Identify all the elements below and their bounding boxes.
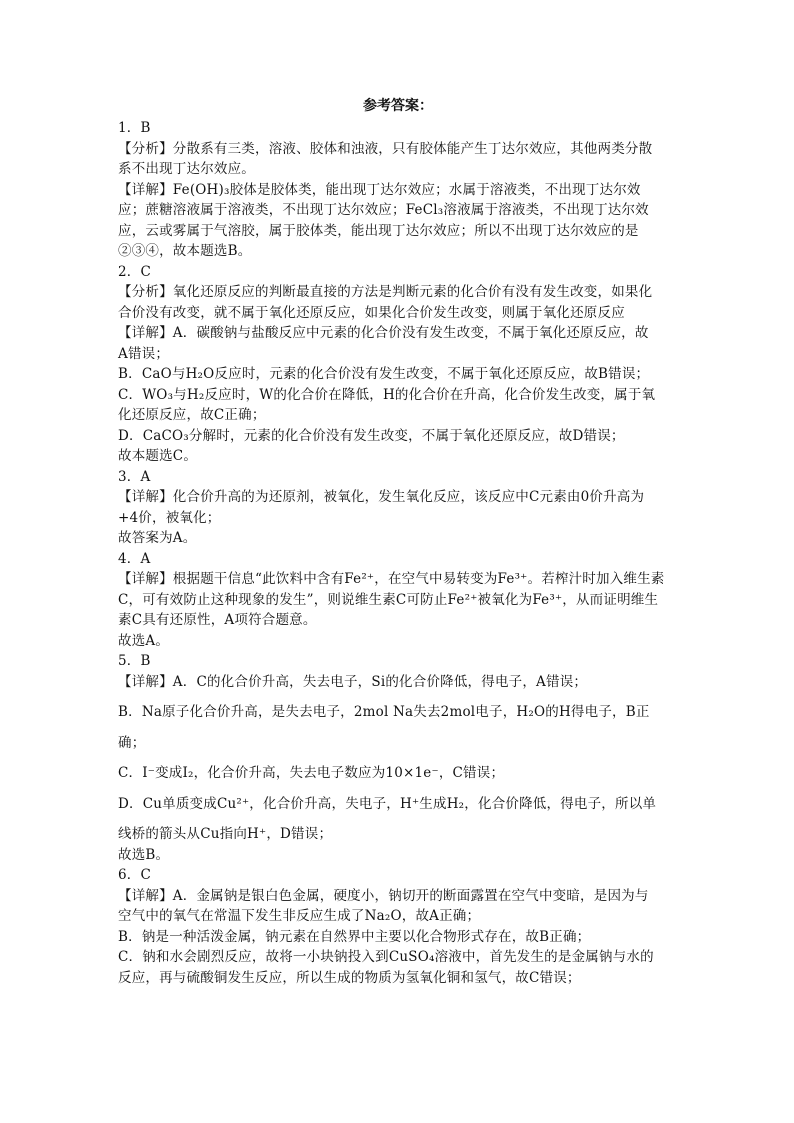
- answer-line: 1．B: [118, 120, 151, 136]
- answer-line: 故选B。: [118, 846, 170, 863]
- answer-line: 合价没有改变，就不属于氧化还原反应，如果化合价发生改变，则属于氧化还原反应: [118, 304, 625, 321]
- answer-line: 故选A。: [118, 632, 170, 649]
- answer-line: D．Cu单质变成Cu²⁺，化合价升高，失电子，H⁺生成H₂，化合价降低，得电子，所以单: [118, 795, 657, 812]
- answer-line: C，可有效防止这种现象的发生”，则说维生素C可防止Fe²⁺被氧化为Fe³⁺，从而证明维生: [118, 591, 659, 608]
- answer-line: 【详解】Fe(OH)₃胶体是胶体类，能出现丁达尔效应；水属于溶液类，不出现丁达尔效: [118, 181, 641, 198]
- answer-line: B．Na原子化合价升高，是失去电子，2mol Na失去2mol电子，H₂O的H得电子，B正: [118, 704, 650, 720]
- answer-line: 【详解】A．C的化合价升高，失去电子，Si的化合价降低，得电子，A错误；: [118, 673, 588, 690]
- answer-line: 4．A: [118, 550, 151, 567]
- answer-line: 系不出现丁达尔效应。: [118, 161, 255, 177]
- answer-line: 5．B: [118, 653, 151, 669]
- answer-line: 6．C: [118, 867, 152, 883]
- answer-line: 【详解】A．碳酸钠与盐酸反应中元素的化合价没有发生改变，不属于氧化还原反应，故: [118, 325, 649, 341]
- answer-line: 【详解】A．金属钠是银白色金属，硬度小，钠切开的断面露置在空气中变暗，是因为与: [118, 887, 649, 904]
- answer-line: 反应，再与硫酸铜发生反应，所以生成的物质为氢氧化铜和氢气，故C错误；: [118, 969, 581, 986]
- answer-document: [118, 96, 678, 988]
- answer-line: 故本题选C。: [118, 448, 198, 464]
- answer-line: 素C具有还原性，A项符合题意。: [118, 612, 317, 628]
- answer-line: 【分析】氧化还原反应的判断最直接的方法是判断元素的化合价有没有发生改变，如果化: [118, 284, 653, 300]
- page-title: 参考答案：: [363, 98, 433, 114]
- answer-line: 3．A: [118, 468, 151, 485]
- answer-line: 应；蔗糖溶液属于溶液类，不出现丁达尔效应；FeCl₃溶液属于溶液类，不出现丁达尔效: [118, 202, 649, 218]
- answer-line: 故答案为A。: [118, 530, 197, 546]
- answer-line: D．CaCO₃分解时，元素的化合价没有发生改变，不属于氧化还原反应，故D错误；: [118, 427, 625, 444]
- answer-line: 确；: [118, 734, 146, 751]
- answer-line: A错误；: [118, 345, 170, 362]
- answer-line: B．CaO与H₂O反应时，元素的化合价没有发生改变，不属于氧化还原反应，故B错误；: [118, 366, 650, 382]
- answer-line: 线桥的箭头从Cu指向H⁺，D错误；: [118, 826, 333, 842]
- answer-body: [118, 118, 678, 988]
- answer-line: +4价，被氧化；: [118, 509, 221, 526]
- answer-line: 应，云或雾属于气溶胶，属于胶体类，能出现丁达尔效应；所以不出现丁达尔效应的是: [118, 222, 639, 239]
- answer-line: B．钠是一种活泼金属，钠元素在自然界中主要以化合物形式存在，故B正确；: [118, 928, 591, 945]
- answer-line: C．I⁻变成I₂，化合价升高，失去电子数应为10×1e⁻，C错误；: [118, 765, 505, 781]
- answer-line: 【分析】分散系有三类，溶液、胶体和浊液，只有胶体能产生丁达尔效应，其他两类分散: [118, 140, 653, 157]
- answer-line: 【详解】化合价升高的为还原剂，被氧化，发生氧化反应，该反应中C元素由0价升高为: [118, 489, 645, 505]
- answer-line: C．钠和水会剧烈反应，故将一小块钠投入到CuSO₄溶液中，首先发生的是金属钠与水的: [118, 949, 654, 965]
- answer-line: 2．C: [118, 263, 152, 280]
- answer-line: 空气中的氧气在常温下发生非反应生成了Na₂O，故A正确；: [118, 908, 481, 924]
- answer-line: 【详解】根据题干信息“此饮料中含有Fe²⁺，在空气中易转变为Fe³⁺。若榨汁时加入维生素: [118, 571, 665, 587]
- answer-line: ②③④，故本题选B。: [118, 243, 252, 259]
- answer-line: C．WO₃与H₂反应时，W的化合价在降低，H的化合价在升高，化合价发生改变，属于氧: [118, 386, 656, 403]
- answer-line: 化还原反应，故C正确；: [118, 407, 266, 423]
